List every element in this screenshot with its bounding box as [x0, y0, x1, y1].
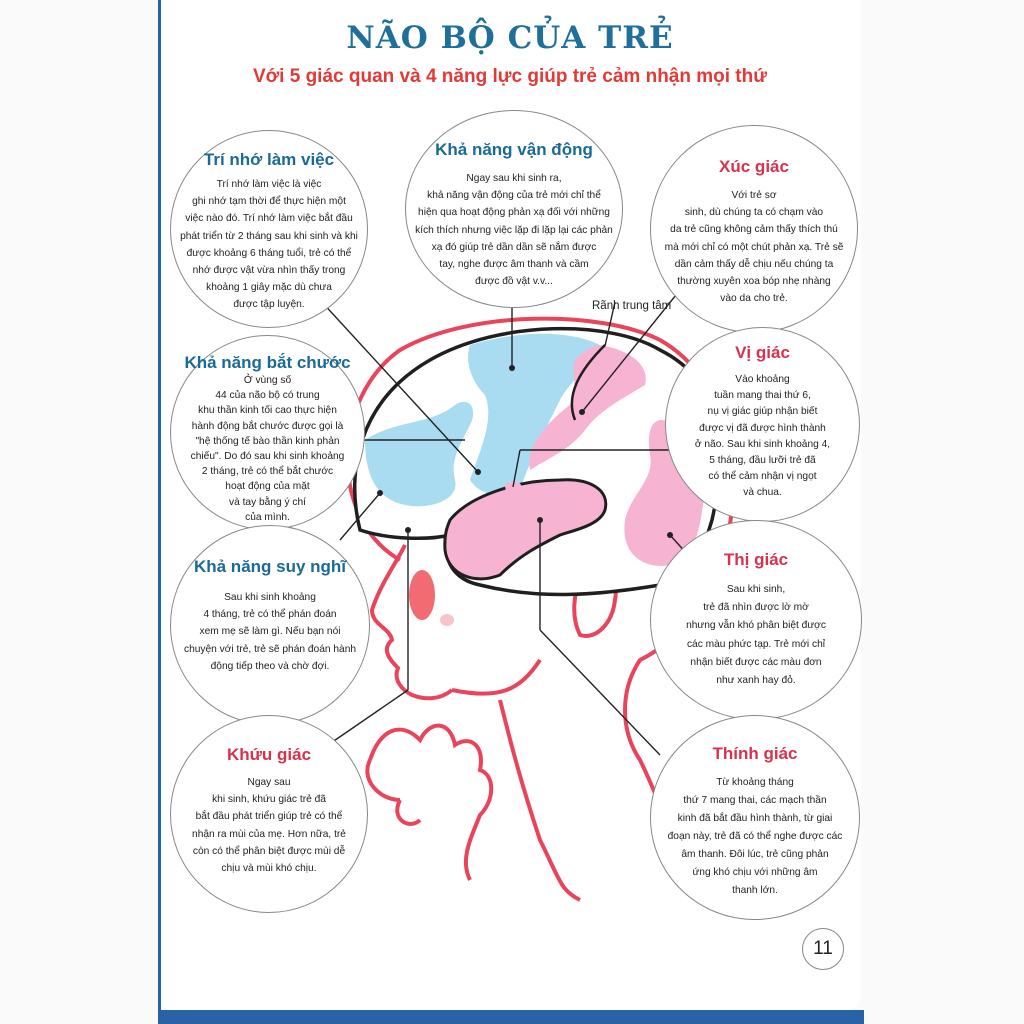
bubble-motor-ability-title: Khả năng vận động — [435, 140, 593, 159]
text-line: Ngay sau khi sinh ra, — [466, 173, 562, 184]
text-line: nhớ được vật vừa nhìn thấy trong — [192, 265, 346, 277]
text-line: được vị đã được hình thành — [699, 422, 826, 434]
text-line: Ngay sau — [247, 777, 291, 788]
bubble-motor-ability-text — [405, 170, 623, 290]
text-line: các màu phức tạp. Trẻ mới chỉ — [686, 638, 826, 650]
page-number: 11 — [802, 928, 844, 970]
text-line: 5 tháng, đầu lưỡi trẻ đã — [709, 455, 816, 467]
text-line: Vào khoảng — [735, 374, 790, 385]
text-line: của mình. — [245, 511, 290, 523]
text-line: dần cảm thấy dễ chịu nếu chúng ta — [674, 258, 834, 270]
text-line: nhận biết được các màu đơn — [690, 656, 822, 668]
text-line: Sau khi sinh, — [726, 584, 786, 595]
text-line: khả năng vận động của trẻ mới chỉ thể — [427, 190, 601, 202]
text-line: âm thanh. Đôi lúc, trẻ cũng phản — [681, 849, 829, 860]
text-line: nhưng vẫn khó phân biệt được — [686, 620, 826, 632]
text-line: vào da cho trẻ. — [720, 293, 788, 305]
text-line: còn có thể phân biệt được mùi dễ — [192, 845, 346, 857]
text-line: "hệ thống tế bào thần kinh phản — [195, 435, 340, 447]
text-line: đoạn này, trẻ đã có thể nghe được các — [667, 831, 843, 842]
bubble-touch-title: Xúc giác — [719, 157, 789, 176]
bubble-hearing-title: Thính giác — [712, 744, 798, 763]
text-line: hành động bắt chước được gọi là — [191, 420, 344, 432]
text-line: thường xuyên xoa bóp nhẹ nhàng — [677, 276, 831, 288]
nose-blush — [440, 614, 454, 626]
text-line: được đồ vật v.v... — [475, 276, 553, 288]
text-line: chịu và mùi khó chịu. — [221, 863, 317, 875]
bubble-imitation-text — [170, 373, 365, 525]
text-line: phát triển từ 2 tháng sau khi sinh và khi — [180, 230, 358, 242]
bubble-hearing-text — [650, 774, 860, 900]
text-line: Ở vùng số — [243, 375, 292, 386]
text-line: được khoảng 6 tháng tuổi, trẻ có thể — [186, 247, 352, 259]
text-line: xem mẹ sẽ làm gì. Nếu bạn nói — [199, 626, 341, 638]
text-line: được tập luyện. — [233, 299, 305, 311]
text-line: kích thích nhưng việc lặp đi lặp lại các phản — [415, 224, 613, 236]
text-line: mà mới chỉ có một chút phản xạ. Trẻ sẽ — [664, 241, 844, 253]
text-line: khoảng 1 giây mặc dù chưa — [206, 282, 332, 294]
central-sulcus-label: Rãnh trung tâm — [592, 300, 672, 312]
text-line: hoạt động của mặt — [225, 481, 310, 493]
text-line: tay, nghe được âm thanh và cầm — [439, 259, 589, 271]
text-line: 2 tháng, trẻ có thể bắt chước — [201, 466, 334, 478]
text-line: chiếu". Do đó sau khi sinh khoảng — [190, 451, 345, 463]
bubble-imitation-title: Khả năng bắt chước — [184, 353, 351, 372]
text-line: có thể cảm nhận vị ngọt — [708, 471, 817, 483]
text-line: ở não. Sau khi sinh khoảng 4, — [694, 438, 831, 450]
text-line: da trẻ cũng không cảm thấy thích thú — [670, 224, 838, 236]
page-subtitle: Với 5 giác quan và 4 năng lực giúp trẻ cảm nhận mọi thứ — [252, 66, 767, 87]
neck-outline — [452, 660, 580, 900]
text-line: như xanh hay đỏ. — [716, 675, 796, 687]
text-line: tuần mang thai thứ 6, — [714, 390, 811, 402]
text-line: việc nào đó. Trí nhớ làm việc bắt đầu — [185, 213, 353, 225]
text-line: Sau khi sinh khoảng — [224, 592, 316, 603]
text-line: thanh lớn. — [732, 885, 778, 896]
text-line: Trí nhớ làm việc là việc — [216, 179, 322, 190]
text-line: Từ khoảng tháng — [716, 777, 794, 788]
text-line: ứng khó chịu với những âm — [692, 867, 818, 878]
text-line: thứ 7 mang thai, các mạch thần — [683, 795, 827, 806]
text-line: bắt đầu phát triển giúp trẻ có thể — [195, 811, 343, 823]
text-line: nụ vị giác giúp nhận biết — [707, 406, 818, 418]
text-line: khu thần kinh tối cao thực hiện — [198, 405, 337, 417]
text-line: 44 của não bộ có trung — [215, 390, 320, 402]
text-line: nhận ra mùi của mẹ. Hơn nữa, trẻ — [192, 828, 346, 840]
bubble-touch-text — [650, 187, 858, 307]
bubble-working-memory-title: Trí nhớ làm việc — [203, 150, 335, 169]
text-line: ghi nhớ tạm thời để thực hiện một — [192, 196, 346, 208]
bubble-thinking-title: Khả năng suy nghĩ — [193, 557, 347, 576]
bubble-vision-text — [650, 581, 862, 690]
text-line: và chua. — [743, 487, 782, 499]
text-line: xạ đó giúp trẻ dần dần sẽ nắm được — [431, 241, 597, 253]
cheek-blush — [409, 570, 435, 620]
bubble-smell-text — [170, 774, 368, 877]
hand-outline — [367, 726, 491, 880]
bubble-vision-title: Thị giác — [723, 550, 789, 569]
bubble-working-memory-text — [170, 176, 368, 314]
bubble-smell-title: Khứu giác — [226, 745, 312, 764]
face-profile — [372, 545, 452, 698]
text-line: trẻ đã nhìn được lờ mờ — [703, 602, 809, 614]
text-line: khi sinh, khứu giác trẻ đã — [212, 794, 326, 806]
text-line: chuyện với trẻ, trẻ sẽ phán đoán hành — [183, 643, 357, 655]
text-line: và tay bằng ý chí — [228, 496, 307, 508]
bubble-taste-text — [665, 372, 860, 502]
bubble-taste-title: Vị giác — [735, 343, 790, 362]
page-title: NÃO BỘ CỦA TRẺ — [346, 20, 674, 56]
text-line: kinh đã bắt đầu hình thành, từ giai — [677, 813, 833, 824]
text-line: động tiếp theo và chờ đợi. — [210, 660, 330, 672]
text-line: hiện qua hoạt động phản xạ đối với những — [418, 207, 610, 219]
bubble-thinking-text — [170, 589, 370, 675]
text-line: Với trẻ sơ — [731, 190, 777, 201]
text-line: sinh, dù chúng ta có chạm vào — [684, 207, 824, 219]
text-line: 4 tháng, trẻ có thể phán đoán — [203, 609, 337, 621]
